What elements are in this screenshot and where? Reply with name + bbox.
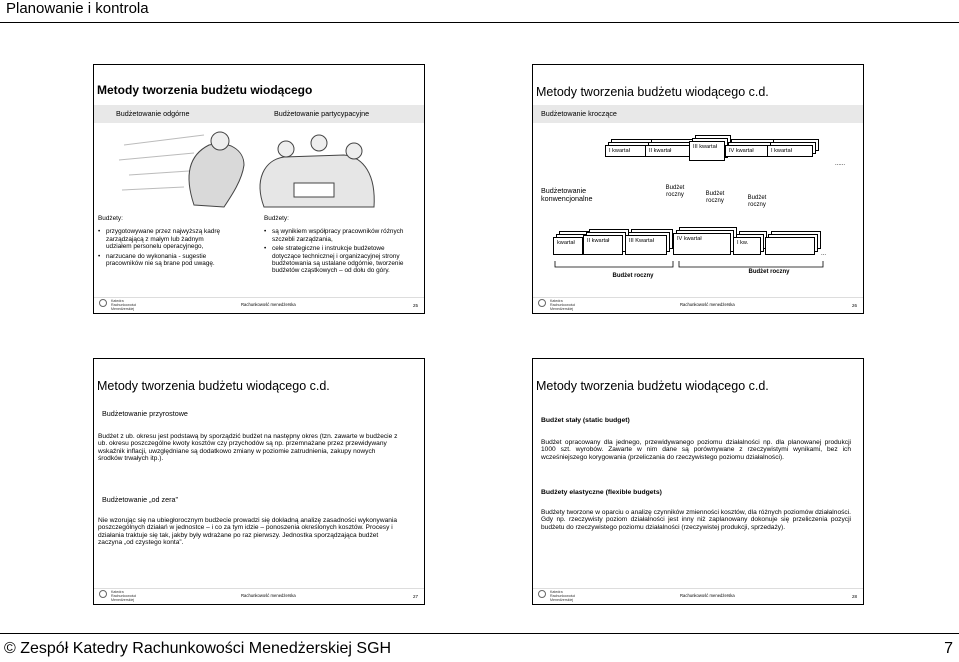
annual-budget-label: Budżet roczny — [705, 191, 725, 204]
rolling-budgeting: Budżetowanie kroczące — [541, 109, 617, 118]
department-logo — [99, 299, 109, 307]
incremental-budgeting: Budżetowanie przyrostowe — [102, 409, 188, 418]
slide-number: 26 — [851, 303, 857, 308]
department-logo — [538, 299, 548, 307]
ellipsis: ...... — [835, 161, 846, 167]
tab-top-down: Budżetowanie odgórne — [116, 109, 190, 118]
meeting-illustration — [114, 125, 414, 209]
department-name: Katedra Rachunkowości Menedżerskiej — [550, 299, 576, 312]
annual-budget-label: Budżet roczny — [612, 273, 654, 279]
static-budget-heading: Budżet stały (static budget) — [541, 417, 630, 424]
quarter-box: I kwartał — [605, 145, 649, 157]
quarter-box: I kwartał — [767, 145, 813, 157]
tab-participative: Budżetowanie partycypacyjne — [274, 109, 370, 118]
ellipsis: ... — [821, 251, 827, 257]
quarter-box: IV kwartał — [673, 233, 731, 255]
slide-title: Metody tworzenia budżetu wiodącego c.d. — [536, 85, 769, 99]
department-logo — [99, 590, 109, 598]
slide-footer — [533, 588, 863, 604]
department-name: Katedra Rachunkowości Menedżerskiej — [550, 590, 576, 603]
list-item: • są wynikiem współpracy pracowników różnych szczebli zarządzania, — [264, 228, 404, 243]
slide-footer — [533, 297, 863, 313]
zero-based-budgeting: Budżetowanie „od zera” — [102, 495, 178, 504]
slide-27 — [93, 358, 425, 605]
slide-25 — [93, 64, 425, 314]
slide-number: 27 — [412, 594, 418, 599]
page-title: Planowanie i kontrola — [6, 0, 149, 17]
slide-footer — [94, 297, 424, 313]
course-name: Rachunkowość menedżerska — [241, 302, 296, 307]
flexible-budgets-text: Budżety tworzone w oparciu o analizę czynników zmienności kosztów, dla różnych poziomów działalności. Gdy np. rzeczywisty poziom działalności jest inny niż zaplanowany dokonuje się przeliczenia pozycji budżetu do rzeczywistego poziomu działalności (rzeczywistej produkcji, sprzedaży). — [541, 509, 851, 531]
slide-title: Metody tworzenia budżetu wiodącego — [97, 83, 313, 97]
participative-text — [264, 215, 404, 277]
footer-rule — [0, 633, 959, 634]
static-budget-text: Budżet opracowany dla jednego, przewidywanego poziomu działalności np. dla planowanej produkcji 1000 szt. wyrobów. Zawarte w nim dane są porównywane z rzeczywistymi wynikami, bez ich wcześniejszego korygowania (przeliczania do rzeczywistego poziomu działalności). — [541, 439, 851, 461]
header-rule — [0, 22, 959, 23]
annual-budget-label: Budżet roczny — [665, 185, 685, 198]
course-name: Rachunkowość menedżerska — [680, 302, 735, 307]
conventional-budgeting: Budżetowanie konwencjonalne — [541, 186, 593, 203]
slide-28 — [532, 358, 864, 605]
department-name: Katedra Rachunkowości Menedżerskiej — [111, 590, 137, 603]
quarter-box: III kwartał — [689, 141, 725, 161]
quarter-box: I kw. — [733, 237, 761, 255]
bracket-lines — [533, 65, 864, 314]
slide-footer — [94, 588, 424, 604]
incremental-text: Budżet z ub. okresu jest podstawą by sporządzić budżet na następny okres (tzn. zawarte w budżecie z ub. okresu poszczególne kwoty kosztów czy przychodów są np. przemnażane przez przewidywany wskaźnik inflacji, uwzględniane są dodatkowo zmiany w poziomie zatrudnienia, zakupy nowych środków trwałych itp.). — [98, 433, 398, 463]
slide-number: 28 — [851, 594, 857, 599]
slide-title: Metody tworzenia budżetu wiodącego c.d. — [536, 379, 769, 393]
page-number: 7 — [944, 640, 953, 657]
quarter-box: II kwartał — [583, 235, 623, 255]
quarter-box: IV kwartał — [725, 145, 769, 157]
annual-budget-label: Budżet roczny — [748, 269, 790, 275]
course-name: Rachunkowość menedżerska — [241, 593, 296, 598]
annual-budget-label: Budżet roczny — [747, 195, 767, 208]
quarter-box: III Kwartał — [625, 235, 667, 255]
slide-number: 25 — [412, 303, 418, 308]
slide-title: Metody tworzenia budżetu wiodącego c.d. — [97, 379, 330, 393]
left-heading: Budżety: — [98, 215, 123, 222]
course-name: Rachunkowość menedżerska — [680, 593, 735, 598]
quarter-box: kwartał — [553, 237, 583, 255]
department-name: Katedra Rachunkowości Menedżerskiej — [111, 299, 137, 312]
flexible-budgets-heading: Budżety elastyczne (flexible budgets) — [541, 489, 662, 496]
top-down-text — [98, 215, 228, 269]
right-heading: Budżety: — [264, 215, 289, 222]
department-logo — [538, 590, 548, 598]
list-item: • przygotowywane przez najwyższą kadrę zarządzającą z małym lub żadnym udziałem personelu operacyjnego, — [98, 228, 228, 250]
list-item: • narzucane do wykonania - sugestie pracowników nie są brane pod uwagę. — [98, 253, 228, 268]
footer-copyright: © Zespół Katedry Rachunkowości Menedżerskiej SGH — [4, 640, 392, 657]
list-item: • cele strategiczne i instrukcje budżetowe dotyczące technicznej i organizacyjnej strony budżetowania są ustalane odgórnie, tworzenie budżetów cząstkowych – od dołu do góry. — [264, 245, 404, 275]
zero-based-text: Nie wzorując się na ubiegłorocznym budżecie prowadzi się dokładną analizę zasadności wykonywania poszczególnych działań w jednostce – i co za tym idzie – ponoszenia określonych kosztów. Procesy i działania traktuje się tak, jakby były wdrażane po raz pierwszy. Jednostka sporządzająca budżet zaczyna „od czystego konta”. — [98, 517, 398, 547]
quarter-box: II kwartał — [645, 145, 691, 157]
slide-26 — [532, 64, 864, 314]
